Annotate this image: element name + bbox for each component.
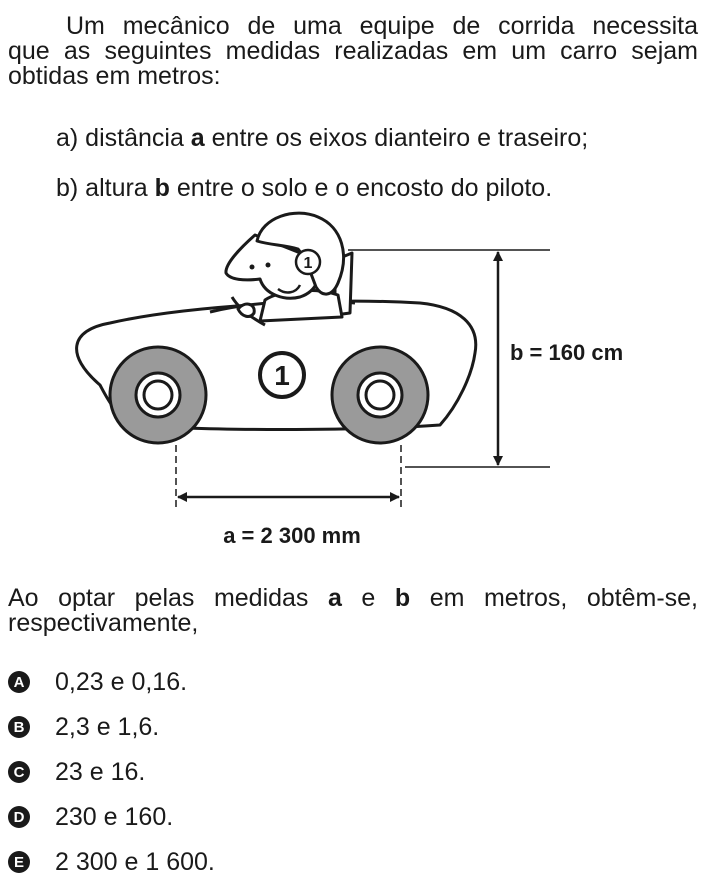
question-line-2: respectivamente, (8, 609, 199, 637)
label-a: a = 2 300 mm (223, 523, 361, 548)
option-e-letter: E (8, 851, 30, 873)
question-bold-b: b (394, 584, 411, 612)
option-d-letter: D (8, 806, 30, 828)
option-c-letter: C (8, 761, 30, 783)
option-c[interactable] (8, 758, 145, 786)
race-car-figure (60, 205, 660, 550)
label-b: b = 160 cm (510, 340, 624, 365)
item-b-prefix: b) altura (56, 174, 155, 202)
item-a-rest: entre os eixos dianteiro e traseiro; (204, 124, 589, 152)
question-text-1: Ao optar pelas medidas (8, 584, 328, 612)
intro-line-1: Um mecânico de uma equipe de corrida necessita (66, 12, 698, 40)
item-a-bold: a (190, 124, 205, 152)
option-e[interactable] (8, 848, 215, 876)
car-number: 1 (274, 360, 290, 391)
driver-hand (238, 304, 254, 316)
option-b-letter: B (8, 716, 30, 738)
option-b-text: 2,3 e 1,6. (55, 712, 160, 741)
option-a-text: 0,23 e 0,16. (55, 667, 188, 696)
option-b[interactable] (8, 713, 159, 741)
question-text-2: e (341, 584, 395, 612)
helmet-number: 1 (303, 255, 313, 272)
question-bold-a: a (327, 584, 342, 612)
item-b (56, 176, 552, 201)
item-a (56, 126, 588, 151)
intro-paragraph (8, 14, 698, 89)
intro-line-2: que as seguintes medidas realizadas em um carro sejam (8, 37, 698, 65)
question-text-3: em metros, obtêm-se, (410, 584, 699, 612)
option-a[interactable] (8, 668, 187, 696)
item-b-bold: b (154, 174, 170, 202)
question-paragraph (8, 586, 698, 636)
option-a-letter: A (8, 671, 30, 693)
intro-line-3: obtidas em metros: (8, 62, 221, 90)
item-a-prefix: a) distância (56, 124, 191, 152)
option-e-text: 2 300 e 1 600. (55, 847, 215, 876)
option-d[interactable] (8, 803, 173, 831)
option-c-text: 23 e 16. (55, 757, 146, 786)
option-d-text: 230 e 160. (55, 802, 174, 831)
question-line-1 (8, 586, 698, 611)
item-b-rest: entre o solo e o encosto do piloto. (169, 174, 553, 202)
